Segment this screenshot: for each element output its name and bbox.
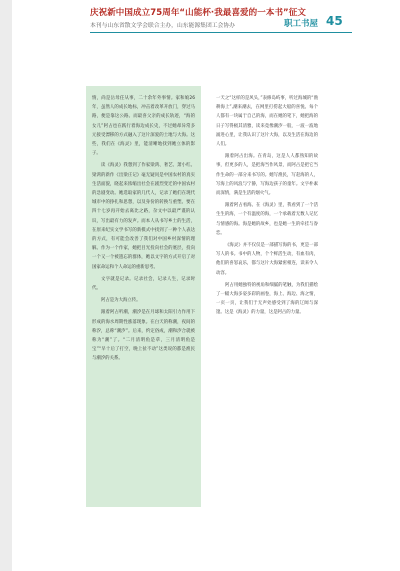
paragraph: 跟着阿占听潮，潮汐是在月球和太阳引力作用下形成的海水周期性涨落现象。在白天的称潮，夜间的称汐，总称“潮汐”。后来，约定俗成，潮和汐合就被称为“潮”了。“二月清明鱼是草，三月清明鱼是宝”“早十后了打空，晚上扯不动”这类说的都是渔民与潮汐的关系。 [92, 310, 195, 362]
paragraph: 情，尚是岳母任从事，二十余年外事情。家和娘26年，虽然人的成长地标，冲击着改革开放门，穿过马路，便是靠这公路。而最喜父亲的成长轨迹，“海的女儿”阿占也在践行着海边成长史，不过她却异常多元接受漂移的方式融入了这片深爱的土地与大海。这些，我们在《海灵》里，能清晰地找到她立体的影子。 [92, 96, 195, 157]
page-header [90, 6, 390, 64]
paragraph: 一天之“这样的是风头，”表修岛屿事，听过海城的“渔耕海上”,潮来潮去，在网里打捞起大船的喜悦。每个人都有一块属于自己的海，而在她的笔下，她把海的日子写得极其清雅，读来竟像潮汐一般，一波一波地涌进心里，让我认识了这片大海，以及生活在海边的人们。 [216, 96, 318, 148]
paragraph: 跟着阿占看海。在《海灵》里，我看到了一个活生生的海，一个有温度的海，一个承载着无数人记忆与情感的海。海是她的故乡，也是她一生的牵挂与眷恋。 [216, 203, 318, 236]
paragraph: 《海灵》并不仅仅是一部描写海的书，更是一部写人的书。书中的人物，个个鲜活生动，有血有肉，他们的喜怒哀乐，都与这片大海紧密相连，读来令人动容。 [216, 243, 318, 276]
header-divider [90, 32, 352, 33]
page-number: 45 [326, 14, 343, 28]
section-label: 职工书屋 [284, 19, 319, 29]
paragraph: 跟着阿占出海。在青岛，这是人人都熟知的故事，但更多的人，是把海当作风景，而阿占是把它当作生命的一部分来书写的。她写渔民，写赶海的人，写海上的风浪与宁静，写海边孩子的童年。文字朴素而深情，满是生活的烟火气。 [216, 154, 318, 197]
column-subtitle: 本刊与山东省散文学会联合主办，山东能源集团工会协办 [90, 23, 235, 29]
paragraph: 文字就是记录。记录社会，记录人生，记录时代。 [92, 276, 195, 292]
page-edge-stripe [0, 0, 12, 571]
paragraph: 阿占用她独特的视角和细腻的笔触，为我们描绘了一幅大海多姿多彩的画卷，海上、海边、海之情，一页一页，让我们于无声处感受到了海的辽阔与深邃。这是《海灵》的力量，这是阿占的力量。 [216, 282, 318, 316]
paragraph: 读《海灵》我想到了作家梁鸿、奢艺、萧小红。梁鸿的新作《出梁庄记》毫无疑问是中国农村的真实生活面貌，晓起来浓缩出社会在剧烈变迁的中国农村的急剧变动。她选取家的几代人，记录了她们在现代城市中的挣扎和思想，以及身份的转换与重塑。要在四十七岁再开始去离比之路，杂文中以最严谨的认识，写出最有力的发声。而本人从书写乡土的生活，在原来纪实文学书写的新模式中找到了一种个人表达的方式，有可能会改善了我们对中国乡村深情的理解。作为一个作家，她把目光投向社会的底层，投向一个又一个被遗忘的群体，她以文字的方式开启了对国家命运和个人命运的重新思考。 [92, 163, 195, 270]
column-title: 庆祝新中国成立75周年“山能杯·我最喜爱的一本书”征文 [90, 8, 306, 18]
right-text-column [212, 86, 322, 517]
left-text-column [86, 86, 201, 507]
paragraph: 阿占是为大海立传。 [101, 298, 141, 304]
